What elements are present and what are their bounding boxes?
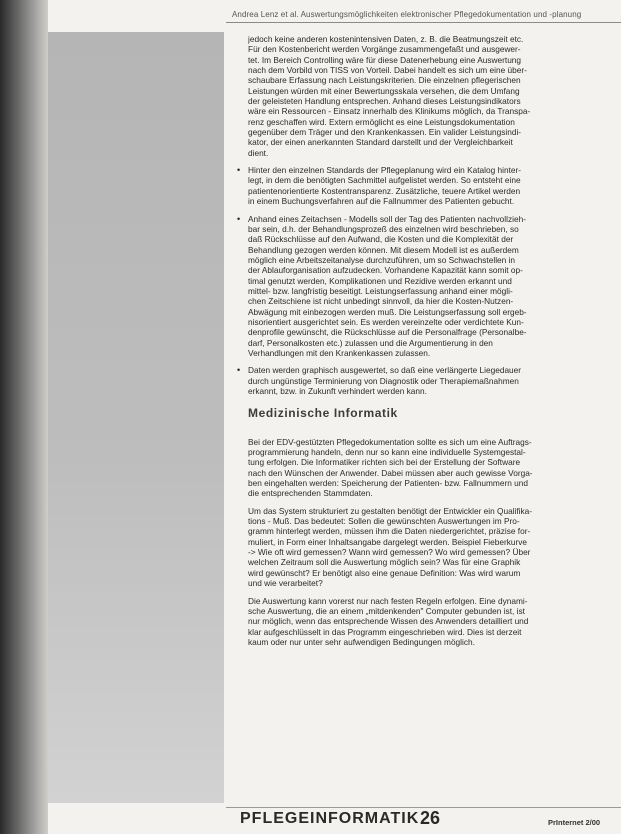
text-line: kaum oder nur unter sehr aufwendigen Bedingungen möglich. bbox=[248, 636, 475, 647]
text-line: schaubare Erfassung nach Leistungskriterien. Die einzelnen pflegerischen bbox=[248, 75, 521, 86]
text-line: renz geschaffen wird. Extern ermöglicht es eine Leistungsdokumentation bbox=[248, 116, 515, 127]
page-number: 26 bbox=[420, 808, 441, 828]
text-line: klar aufgeschlüsselt in das Programm eingeschrieben wird. Dies ist derzeit bbox=[248, 626, 522, 637]
text-line: kator, der einen anerkannten Standard darstellt und der Vergleichbarkeit bbox=[248, 137, 513, 148]
bullet-list bbox=[237, 165, 619, 396]
bullet-icon: • bbox=[237, 213, 241, 224]
list-item bbox=[237, 365, 619, 396]
text-line: wäre ein Ressourcen - Einsatz innerhalb des Klinikums möglich, da Transpa- bbox=[248, 106, 531, 117]
bullet-icon: • bbox=[237, 365, 241, 376]
text-line: Verhandlungen mit den Krankenkassen zulassen. bbox=[248, 347, 431, 358]
text-line: durch ungünstige Terminierung von Diagnostik oder Therapiemaßnahmen bbox=[248, 375, 519, 386]
text-line: muliert, in Form einer Inhaltsangabe dargelegt werden. Beispiel Fieberkurve bbox=[248, 536, 528, 547]
text-line: sche Auswertung, die an einem „mitdenkenden" Computer gebunden ist, ist bbox=[248, 605, 525, 616]
text-line: nur möglich, wenn das entsprechende Wissen des Anwenders detailliert und bbox=[248, 616, 529, 627]
text-line: daß Rückschlüsse auf den Aufwand, die Kosten und die Komplexität der bbox=[248, 234, 514, 245]
section-paragraph bbox=[248, 596, 619, 648]
text-line: programmierung handeln, denn nur so kann eine individuelle Systemgestal- bbox=[248, 447, 526, 458]
text-line: nach dem Vorbild von TISS von Vorteil. Dabei handelt es sich um eine über- bbox=[248, 65, 527, 76]
grey-margin-column bbox=[48, 32, 224, 803]
text-line: Für den Kostenbericht werden Vorgänge zusammengefaßt und ausgewer- bbox=[248, 44, 521, 55]
text-line: nisorientiert ausgerichtet sein. Es werden vereinzelte oder verdichtete Kun- bbox=[248, 316, 524, 327]
list-item bbox=[237, 213, 619, 359]
text-line: wird gewünscht? Er benötigt also eine genaue Definition: Was wird warum bbox=[248, 567, 521, 578]
text-line: legt, in dem die benötigten Sachmittel aufgelistet werden. So entsteht eine bbox=[248, 175, 521, 186]
running-header: Andrea Lenz et al. Auswertungsmöglichkeiten elektronischer Pflegedokumentation und -planung bbox=[232, 10, 582, 19]
text-line: darf, Personalkosten etc.) zulassen und die Argumentierung in den bbox=[248, 337, 493, 348]
text-line: tions - Muß. Das bedeutet: Sollen die gewünschten Auswertungen im Pro- bbox=[248, 516, 520, 527]
text-line: gramm hinterlegt werden, müssen ihm die Daten niedergerichtet, präzise for- bbox=[248, 526, 531, 537]
text-line: ben eingehalten werden: Speicherung der Patienten- bzw. Fallnummern und bbox=[248, 478, 528, 489]
text-line: Bei der EDV-gestützten Pflegedokumentation sollte es sich um eine Auftrags- bbox=[248, 436, 532, 447]
text-line: der Ablauforganisation aufzudecken. Vorhandene Kapazität kann somit op- bbox=[248, 265, 523, 276]
text-line: denprofile gewünscht, die Rückschlüsse auf die Personalfrage (Personalbe- bbox=[248, 327, 527, 338]
text-line: der geleisteten Handlung entsprechen. Anhand dieses Leistungsindikators bbox=[248, 96, 521, 107]
binding-gutter-shadow bbox=[0, 0, 48, 834]
intro-paragraph bbox=[248, 34, 619, 158]
text-line: Um das System strukturiert zu gestalten benötigt der Entwickler ein Qualifika- bbox=[248, 505, 533, 516]
section-heading: Medizinische Informatik bbox=[248, 406, 398, 421]
text-line: Behandlung gezogen werden können. Mit diesem Modell ist es außerdem bbox=[248, 244, 519, 255]
text-line: Leistungen würden mit einer Bewertungsskala versehen, die dem Umfang bbox=[248, 85, 520, 96]
text-line: -> Wie oft wird gemessen? Wann wird gemessen? Wo wird gemessen? Über bbox=[248, 547, 531, 558]
text-line: Hinter den einzelnen Standards der Pflegeplanung wird ein Katalog hinter- bbox=[248, 165, 522, 176]
text-line: timal genutzt werden, Komplikationen und Rezidive werden erkannt und bbox=[248, 275, 512, 286]
text-line: tet. Im Bereich Controlling wäre für diese Datenerhebung eine Auswertung bbox=[248, 54, 522, 65]
text-line: gegenüber dem Träger und den Krankenkassen. Ein valider Leistungsindi- bbox=[248, 127, 522, 138]
text-line: Anhand eines Zeitachsen - Modells soll der Tag des Patienten nachvollzieh- bbox=[248, 213, 526, 224]
text-line: bar sein, d.h. der Behandlungsprozeß des einzelnen wird beschrieben, so bbox=[248, 223, 519, 234]
bullet-icon: • bbox=[237, 165, 241, 176]
text-line: erkannt, bzw. in Zukunft verhindert werden kann. bbox=[248, 386, 427, 396]
text-line: in einem Buchungsverfahren auf die Fallnummer des Patienten gebucht. bbox=[248, 196, 515, 207]
text-line: welchen Zeitraum soll die Auswertung möglich sein? Was für eine Graphik bbox=[248, 557, 521, 568]
text-line: Die Auswertung kann vorerst nur nach festen Regeln erfolgen. Eine dynami- bbox=[248, 595, 528, 606]
text-line: und wie verarbeitet? bbox=[248, 578, 323, 589]
text-line: mittel- bzw. langfristig beseitigt. Leistungserfassung anhand einer mögli- bbox=[248, 285, 513, 296]
text-line: dient. bbox=[248, 147, 269, 158]
text-line: möglich eine Arbeitszeitanalyse durchzuführen, um so Schwachstellen in bbox=[248, 254, 516, 265]
footer-journal-title: PFLEGEINFORMATIK bbox=[240, 810, 420, 827]
list-item bbox=[237, 165, 619, 207]
text-line: Abwägung mit einbezogen werden muß. Die Leistungserfassung soll ergeb- bbox=[248, 306, 527, 317]
section-paragraph bbox=[248, 506, 619, 589]
text-line: chen Zeitschiene ist nicht unbedingt sinnvoll, da hier die Kosten-Nutzen- bbox=[248, 296, 514, 307]
text-line: tung erfolgen. Die Informatiker richten sich bei der Erstellung der Software bbox=[248, 457, 521, 468]
header-rule bbox=[226, 22, 621, 23]
text-line: nach den Wünschen der Anwender. Dabei müssen aber auch gewisse Vorga- bbox=[248, 467, 533, 478]
text-line: die entsprechenden Stammdaten. bbox=[248, 488, 373, 499]
text-line: Daten werden graphisch ausgewertet, so daß eine verlängerte Liegedauer bbox=[248, 365, 522, 376]
text-line: jedoch keine anderen kostenintensiven Daten, z. B. die Beatmungszeit etc. bbox=[248, 34, 524, 44]
footer-issue: PrInternet 2/00 bbox=[548, 818, 601, 827]
section-paragraph bbox=[248, 437, 619, 499]
main-text-column bbox=[237, 34, 619, 654]
text-line: patientenorientierte Kostentransparenz. Zusätzliche, teuere Artikel werden bbox=[248, 185, 521, 196]
